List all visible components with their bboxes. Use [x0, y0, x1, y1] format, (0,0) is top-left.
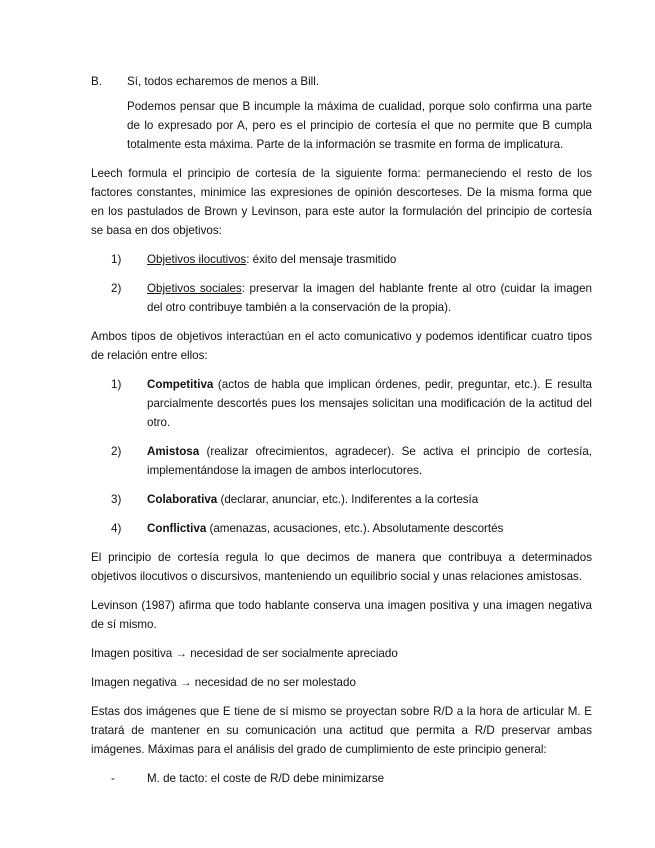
paragraph-ambos: Ambos tipos de objetivos interactúan en el acto comunicativo y podemos identificar cuatro tipos de relación entre ellos:	[91, 330, 592, 362]
list-item-maxim-tacto	[111, 769, 592, 788]
list-number: 2)	[111, 445, 122, 458]
list-item-objective-2	[111, 279, 592, 317]
paragraph-b-explanation: Podemos pensar que B incumple la máxima de cualidad, porque solo confirma una parte de lo expresado por A, pero es el principio de cortesía el que no permite que B cumpla totalmente esta máxima. Parte de la información se trasmite en forma de implicatura.	[127, 100, 592, 151]
list-number: 4)	[111, 522, 122, 535]
list-number: 1)	[111, 378, 122, 391]
list-item-relation-2	[111, 442, 592, 480]
list-item-objective-1	[111, 250, 592, 269]
term-objetivos-sociales: Objetivos sociales	[147, 282, 242, 295]
list-number: 2)	[111, 282, 122, 295]
list-text-b: Sí, todos echaremos de menos a Bill.	[127, 75, 320, 88]
list-text: : éxito del mensaje trasmitido	[246, 253, 397, 266]
term-objetivos-ilocutivos: Objetivos ilocutivos	[147, 253, 247, 266]
line-imagen-negativa: Imagen negativa → necesidad de no ser molestado	[91, 676, 356, 689]
list-number: 3)	[111, 493, 122, 506]
list-item-b	[91, 72, 592, 91]
list-text: (amenazas, acusaciones, etc.). Absolutamente descortés	[206, 522, 504, 535]
paragraph-estas: Estas dos imágenes que E tiene de sí mismo se proyectan sobre R/D a la hora de articular M. E tratará de mantener en su comunicación una actitud que permita a R/D preservar ambas imágenes. Máximas para el análisis del grado de cumplimiento de este principio general:	[91, 705, 592, 756]
list-item-relation-1	[111, 375, 592, 432]
list-text: (actos de habla que implican órdenes, pedir, preguntar, etc.). E resulta parcialmente descortés pues los mensajes solicitan una modificación de la actitud del otro.	[147, 378, 592, 429]
list-text: (realizar ofrecimientos, agradecer). Se activa el principio de cortesía, implementándose la imagen de ambos interlocutores.	[147, 445, 592, 477]
term-conflictiva: Conflictiva	[147, 522, 207, 535]
paragraph-principio: El principio de cortesía regula lo que decimos de manera que contribuya a determinados objetivos ilocutivos o discursivos, manteniendo un equilibrio social y unas relaciones amistosas.	[91, 551, 592, 583]
list-item-relation-4	[111, 519, 592, 538]
paragraph-leech: Leech formula el principio de cortesía de la siguiente forma: permaneciendo el resto de los factores constantes, minimice las expresiones de opinión descorteses. De la misma forma que en los pastulados de Brown y Levinson, para este autor la formulación del principio de cortesía se basa en dos objetivos:	[91, 167, 592, 237]
paragraph-levinson: Levinson (1987) afirma que todo hablante conserva una imagen positiva y una imagen negativa de sí mismo.	[91, 599, 592, 631]
list-text: M. de tacto: el coste de R/D debe minimizarse	[147, 772, 385, 785]
line-imagen-positiva: Imagen positiva → necesidad de ser socialmente apreciado	[91, 647, 398, 660]
list-bullet: -	[111, 772, 115, 785]
list-number: 1)	[111, 253, 122, 266]
list-text: (declarar, anunciar, etc.). Indiferentes a la cortesía	[217, 493, 479, 506]
list-label-b: B.	[91, 75, 102, 88]
term-amistosa: Amistosa	[147, 445, 200, 458]
list-text: : preservar la imagen del hablante frente al otro (cuidar la imagen del otro contribuye también a la conservación de la propia).	[147, 282, 593, 314]
term-competitiva: Competitiva	[147, 378, 214, 391]
term-colaborativa: Colaborativa	[147, 493, 218, 506]
list-item-relation-3	[111, 490, 592, 509]
